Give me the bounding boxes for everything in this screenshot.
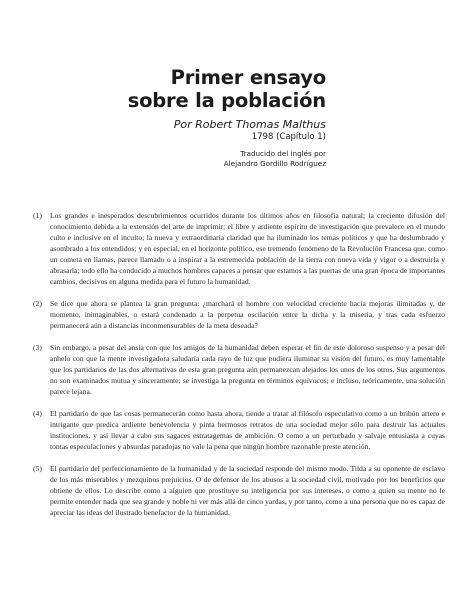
- paragraph-2: [33, 298, 445, 331]
- paragraph-1: [33, 210, 445, 287]
- paragraph-5: [33, 463, 445, 518]
- paragraph-number: (4): [33, 409, 42, 418]
- translation-line-1: Traducido del inglés por: [240, 149, 326, 158]
- paragraph-number: (1): [33, 211, 42, 220]
- paragraph-4: [33, 408, 445, 452]
- title-line-2: sobre la población: [127, 89, 326, 112]
- paragraph-text: Los grandes e inesperados descubrimientos ocurridos durante los últimos años en filosofía natural; la creciente difusión del conocimiento debida a la extensión del arte de imprimir; el libre y ardiente espíritu de investigación que prevalece en el mundo culto e inclusive en el inculto; la nueva y extraordinaria claridad que ha iluminado los temas políticos y que ha deslumbrado y asombrado a los entendidos; y en especial, en el horizonte político, ese tremendo fenómeno de la Revolución Francesa que, como un cometa en llamas, parece llamado o a inspirar a la estremecida población de la tierra con nueva vida y vigor o a destruirla y abrasarla; todo ello ha conducido a muchos hombres capaces a pensar que estamos a las puertas de una gran época de importantes cambios, decisivos en alguna medida para el futuro la humanidad.: [50, 211, 445, 286]
- paragraph-number: (2): [33, 299, 42, 308]
- translation-line-2: Alejandro Gordillo Rodríguez: [223, 158, 326, 168]
- paragraph-text: El partidario de que las cosas permanecerán como hasta ahora, tiende a tratar al filósofo especulativo como a un bribón artero e intrigante que predica ardiente benevolencia y pinta hermosos retratos de una sociedad mejor sólo para destruir las actuales instituciones, y así llevar a cabo sus sagaces estratagemas de ambición. O como a un perturbado y salvaje entusiasta a cuyas tontas especulaciones y absurdas paradojas no vale la pena que ningún hombre razonable preste atención.: [50, 409, 445, 451]
- paragraph-number: (3): [33, 343, 42, 352]
- document-header: [128, 66, 326, 168]
- paragraph-3: [33, 342, 445, 397]
- year-chapter: 1798 (Capítulo 1): [251, 132, 326, 142]
- document-title: [128, 66, 326, 112]
- paragraph-number: (5): [33, 464, 42, 473]
- author-line: Por Robert Thomas Malthus: [173, 118, 326, 131]
- title-line-1: Primer ensayo: [170, 66, 326, 89]
- paragraph-text: Se dice que ahora se plantea la gran pregunta: ¿marchará el hombre con velocidad creciente hacia mejoras ilimitadas y, de momento, inimaginables, o estará condenado a la perpetua oscilación entre la dicha y la miseria, y tras cada esfuerzo permanecerá aún a distancias inconmensurables de la meta deseada?: [50, 299, 445, 330]
- paragraph-text: Sin embargo, a pesar del ansia con que los amigos de la humanidad deben esperar el fin de este doloroso suspenso y a pesar del anhelo con que la mente investigadora saludaría cada rayo de luz que pudiera iluminar su visión del futuro, es muy lamentable que los partidarios de las dos alternativas de esta gran pregunta aún permanezcan alejados los unos de los otros. Sus argumentos no son examinados mutua y sinceramente; se investiga la pregunta en términos equívocos; e incluso, teóricamente, una solución parece lejana.: [50, 343, 445, 396]
- document-body: [33, 210, 445, 529]
- paragraph-text: El partidario del perfeccionamiento de la humanidad y de la sociedad responde del mismo modo. Tilda a su oponente de esclavo de los más miserables y mezquinos prejuicios. O de defensor de los abusos a la sociedad civil, motivado por los beneficios que obtiene de ellos. Lo describe como a alguien que prostituye su inteligencia por sus intereses, o como a quien su mente no le permite entender nada que sea grande y noble ni ver más allá de cinco yardas, y por tanto, como a una persona que no es capaz de apreciar las ideas del ilustrado benefactor de la humanidad.: [50, 464, 445, 517]
- translation-credit: [128, 149, 326, 168]
